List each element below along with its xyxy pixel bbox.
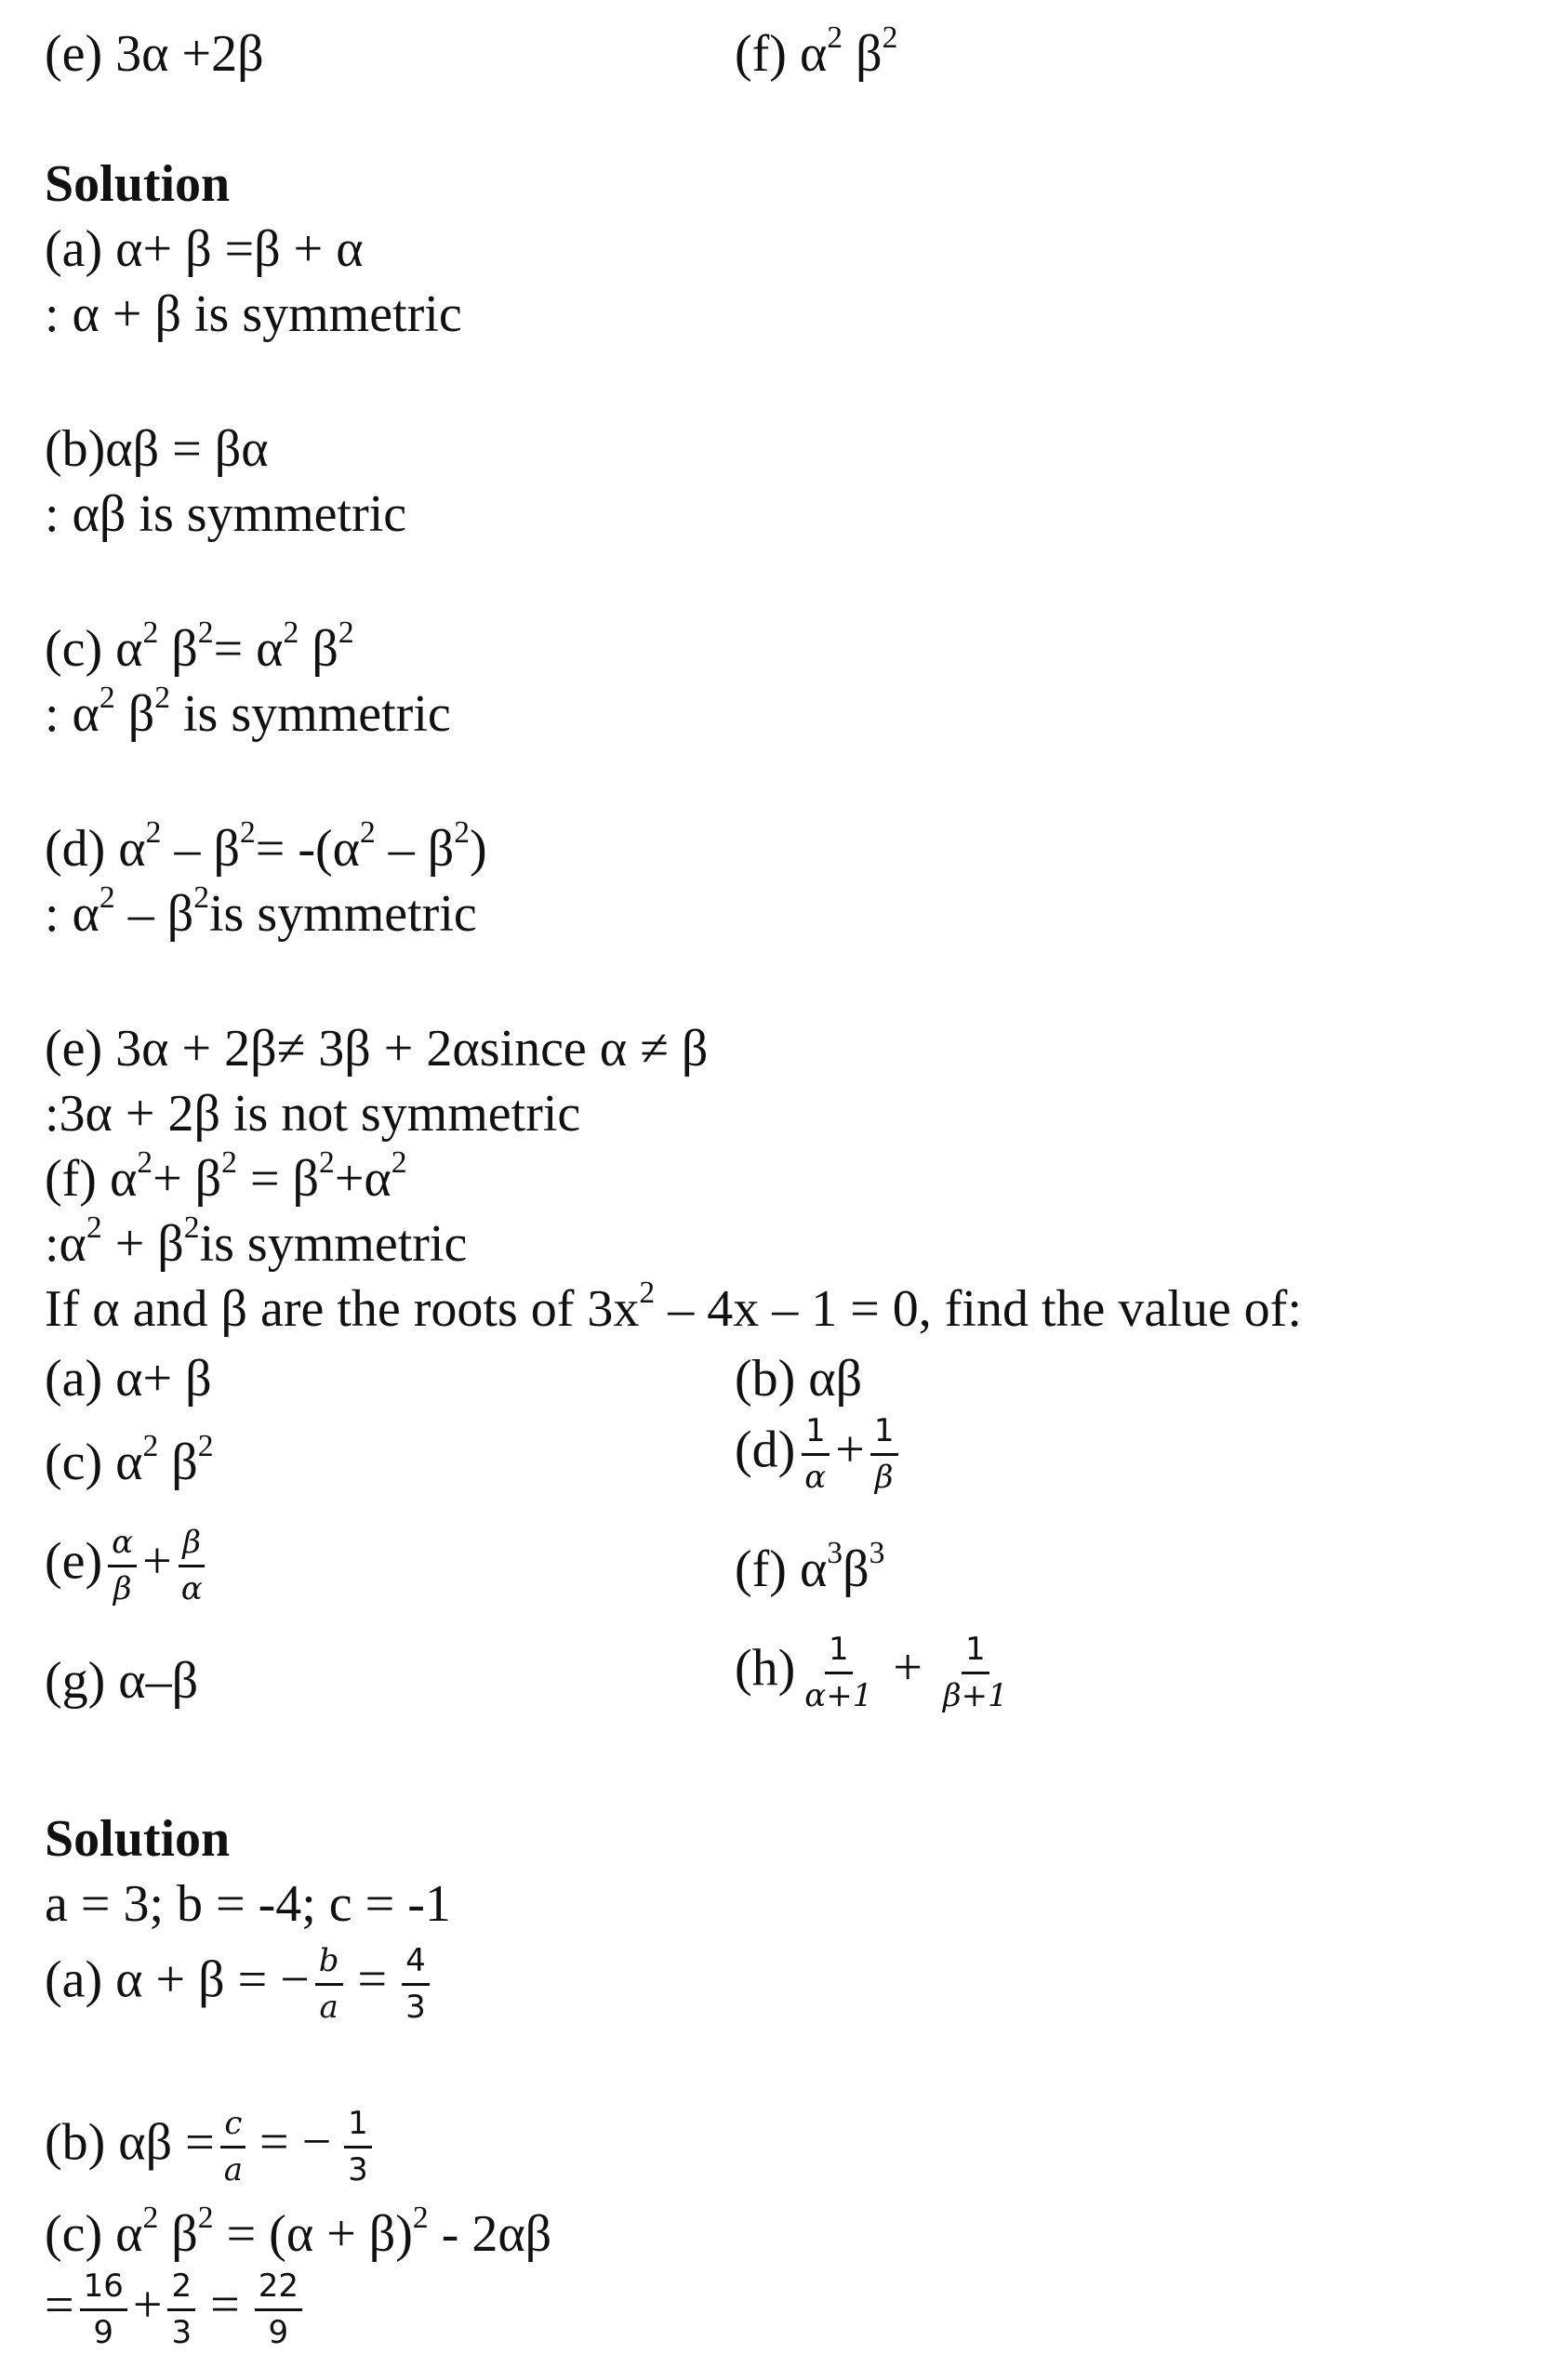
question-b: (b) αβ (735, 1350, 863, 1408)
frac-1-over-alpha-plus-1: $\frac{1}{\alpha+1}$ (804, 1631, 873, 1715)
question-a: (a) α+ β (45, 1350, 212, 1408)
item-f-a2b2: (f) $\alpha^2$ $\beta^2$ (735, 20, 898, 83)
sol2-b: (b) αβ = $\frac{c}{a}$ = − $\frac{1}{3}$ (45, 2106, 378, 2188)
sol1-a-line1: (a) α+ β =β + α (45, 220, 364, 278)
frac-1-over-alpha: $\frac{1}{\alpha}$ (801, 1413, 830, 1496)
solution-heading-1: Solution (45, 155, 231, 213)
sol1-b-line1: (b)αβ = βα (45, 420, 269, 478)
item-e-3a-2b: (e) 3α +2β (45, 25, 264, 83)
sol1-f-line2: $:\alpha^2 + \beta^2is$ symmetric (45, 1210, 468, 1273)
question-g: (g) α–β (45, 1652, 199, 1710)
frac-2-over-3: $\frac{2}{3}$ (167, 2268, 195, 2351)
sol2-a: (a) α + β = − $\frac{b}{a}$ = $\frac{4}{3}$ (45, 1943, 435, 2026)
sol1-a-line2: : α + β is symmetric (45, 285, 462, 343)
sol2-c-result: = $\frac{16}{9}$ + $\frac{2}{3}$ = $\frac{22}{9}$ (45, 2268, 308, 2351)
sol1-f-line1: (f) $\alpha^2+ \beta^2 = \beta^2+\alpha^2$ (45, 1144, 407, 1208)
sol1-c-line2: : $\alpha^2$ $\beta^2$ is symmetric (45, 680, 451, 743)
frac-c-over-a: $\frac{c}{a}$ (220, 2106, 246, 2188)
frac-beta-over-alpha: $\frac{\beta}{\alpha}$ (178, 1525, 206, 1607)
sol1-e-line1: (e) 3α + 2β≠ 3β + 2αsince α ≠ β (45, 1020, 709, 1078)
sol1-c-line1: (c) $\alpha^2$ $\beta^2= \alpha^2$ $\beta^2$ (45, 615, 354, 678)
sol1-d-line1: (d) $\alpha^2 - \beta^2= -(\alpha^2 - \beta^2)$ (45, 814, 487, 878)
question-h: (h) $\frac{1}{\alpha+1}$ + $\frac{1}{\beta+1}$ (735, 1632, 1017, 1714)
question-c: (c) $\alpha^2$ $\beta^2$ (45, 1428, 214, 1491)
sol1-e-line2: :3α + 2β is not symmetric (45, 1085, 581, 1143)
question-stem: If α and β are the roots of $3x^2 - 4x - 1 = 0$, find the value of: (45, 1275, 1302, 1338)
frac-16-over-9: $\frac{16}{9}$ (80, 2268, 127, 2351)
question-e: (e) $\frac{\alpha}{\beta}$ + $\frac{\beta}{\alpha}$ (45, 1525, 212, 1607)
frac-alpha-over-beta: $\frac{\alpha}{\beta}$ (108, 1525, 137, 1607)
question-f: (f) $\alpha^3\beta^3$ (735, 1535, 885, 1598)
frac-4-over-3: $\frac{4}{3}$ (402, 1943, 430, 2026)
sol2-c: (c) $\alpha^2$ $\beta^2 = (\alpha + \beta)^2 - 2\alpha\beta$ (45, 2200, 552, 2263)
frac-1-over-beta: $\frac{1}{\beta}$ (870, 1413, 898, 1496)
frac-1-over-beta-plus-1: $\frac{1}{\beta+1}$ (942, 1631, 1008, 1715)
solution-heading-2: Solution (45, 1810, 231, 1868)
frac-1-over-3: $\frac{1}{3}$ (344, 2106, 372, 2188)
question-d: (d) $\frac{1}{\alpha}$ + $\frac{1}{\beta}$ (735, 1413, 904, 1496)
sol2-coefficients: a = 3; b = -4; c = -1 (45, 1875, 451, 1933)
sol1-d-line2: : $\alpha^2 - \beta^2is$ symmetric (45, 879, 477, 943)
frac-22-over-9: $\frac{22}{9}$ (255, 2268, 302, 2351)
sol1-b-line2: : αβ is symmetric (45, 485, 407, 543)
frac-b-over-a: $\frac{b}{a}$ (315, 1943, 343, 2026)
